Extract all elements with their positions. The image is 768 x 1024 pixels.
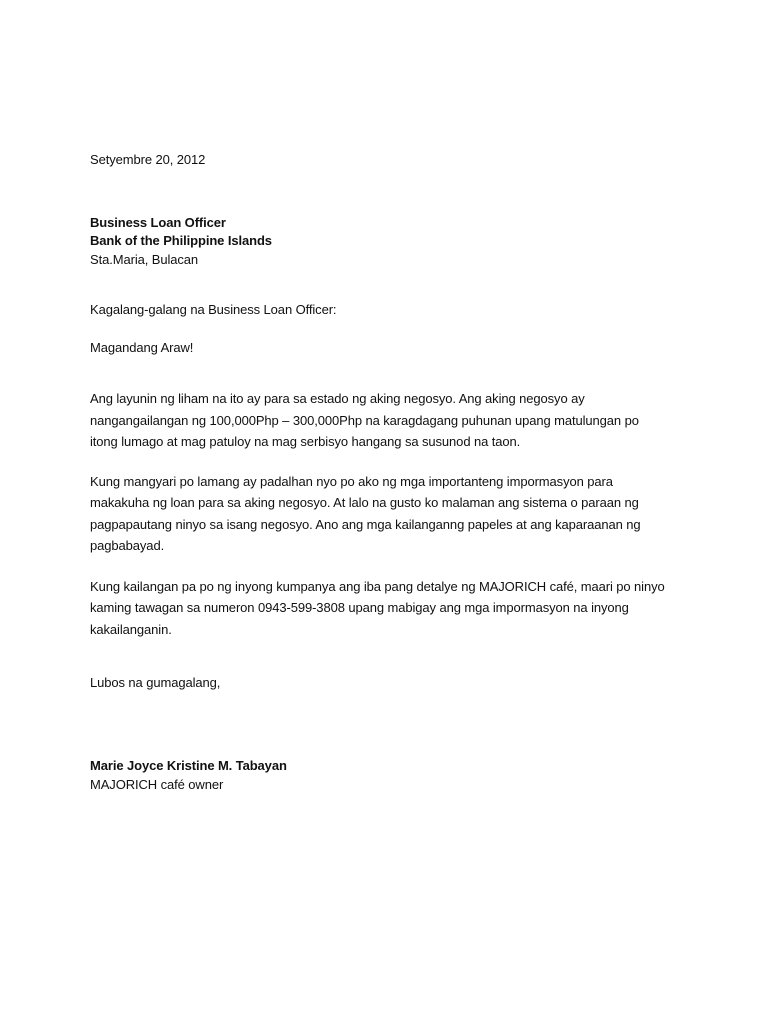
- paragraph-line: pagbabayad.: [90, 538, 165, 553]
- letter-date: [90, 149, 690, 171]
- paragraph-line: makakuha ng loan para sa aking negosyo. At lalo na gusto ko malaman ang sistema o paraan ng: [90, 495, 639, 510]
- closing: [90, 672, 690, 694]
- salutation-text: Kagalang-galang na Business Loan Officer:: [90, 302, 337, 317]
- recipient-bank: Bank of the Philippine Islands: [90, 233, 272, 248]
- paragraph-line: kakailanganin.: [90, 621, 172, 637]
- paragraph-line: kaming tawagan sa numeron 0943-599-3808 upang mabigay ang mga impormasyon na inyong: [90, 600, 629, 615]
- recipient-block: [90, 214, 690, 270]
- signature-name: Marie Joyce Kristine M. Tabayan: [90, 757, 287, 773]
- paragraph-line: pagpapautang ninyo sa isang negosyo. Ano ang mga kailanganng papeles at ang kaparaanan ng: [90, 516, 641, 532]
- salutation: [90, 299, 690, 321]
- body-paragraph-2: [90, 471, 690, 557]
- greeting-text: Magandang Araw!: [90, 339, 194, 355]
- recipient-title: Business Loan Officer: [90, 214, 226, 230]
- paragraph-line: Ang layunin ng liham na ito ay para sa estado ng aking negosyo. Ang aking negosyo ay: [90, 391, 585, 406]
- paragraph-line: itong lumago at mag patuloy na mag serbisyo hangang sa susunod na taon.: [90, 434, 521, 449]
- signature-title: MAJORICH café owner: [90, 776, 224, 792]
- recipient-address: Sta.Maria, Bulacan: [90, 251, 199, 267]
- paragraph-line: nangangailangan ng 100,000Php – 300,000Php na karagdagang puhunan upang matulungan po: [90, 412, 639, 428]
- body-paragraph-3: [90, 576, 690, 641]
- closing-text: Lubos na gumagalang,: [90, 675, 221, 690]
- letter-body: [90, 149, 690, 794]
- signature-block: [90, 756, 690, 794]
- paragraph-line: Kung kailangan pa po ng inyong kumpanya ang iba pang detalye ng MAJORICH café, maari po ninyo: [90, 578, 665, 594]
- body-paragraph-1: [90, 388, 690, 453]
- paragraph-line: Kung mangyari po lamang ay padalhan nyo po ako ng mga importanteng impormasyon para: [90, 473, 613, 489]
- date-text: Setyembre 20, 2012: [90, 152, 206, 167]
- greeting: [90, 337, 690, 359]
